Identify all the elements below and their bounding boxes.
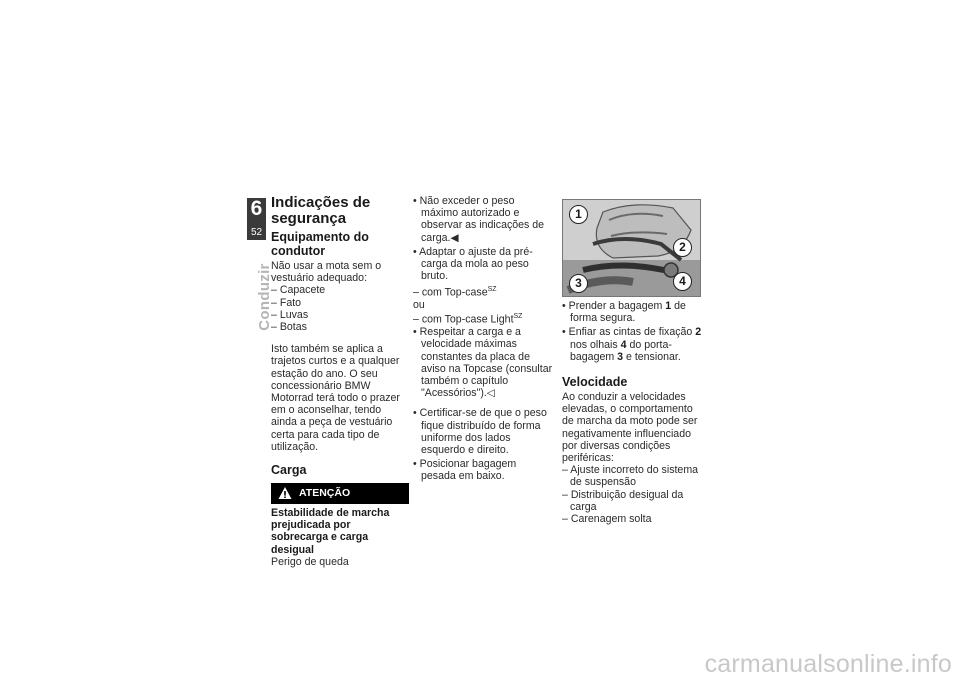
figure-label-1: 1 bbox=[569, 205, 588, 224]
list-item: • Adaptar o ajuste da pré-carga da mola ao peso bruto. bbox=[413, 245, 533, 283]
warning-title: Estabilidade de marcha prejudicada por sobrecarga e carga desigual bbox=[271, 507, 390, 556]
warning-label: ATENÇÃO bbox=[299, 487, 351, 500]
list-item: – Capacete bbox=[271, 284, 326, 297]
velocidade-text: Ao conduzir a velocidades elevadas, o comportamento de marcha da moto pode ser negativamente influenciado por diversas condições periféricas: bbox=[562, 391, 698, 465]
list-item: • Enfiar as cintas de fixação 2 nos olhais 4 do porta-bagagem 3 e tensionar. bbox=[562, 326, 702, 363]
list-item: – Luvas bbox=[271, 308, 309, 321]
figure-label-3: 3 bbox=[569, 274, 588, 293]
chapter-number: 6 bbox=[250, 197, 263, 220]
list-item: • Posicionar bagagem pesada em baixo. bbox=[413, 458, 517, 483]
watermark: carmanualsonline.info bbox=[704, 650, 952, 678]
list-item: • Certificar-se de que o peso fique distribuído de forma uniforme dos lados esquerdo e direito. bbox=[413, 407, 547, 456]
list-item: • Prender a bagagem 1 de forma segura. bbox=[562, 300, 686, 325]
figure-label-4: 4 bbox=[673, 272, 692, 291]
equipment-intro: Não usar a mota sem o vestuário adequado: bbox=[271, 260, 382, 285]
list-item: – Fato bbox=[271, 296, 302, 309]
heading-velocidade: Velocidade bbox=[562, 375, 628, 390]
page-number: 52 bbox=[250, 227, 263, 238]
list-item: – com Top-case$^{SZ}$ bbox=[413, 286, 497, 299]
warning-triangle-icon bbox=[278, 486, 292, 500]
column-3 bbox=[562, 300, 702, 525]
list-item: • Não exceder o peso máximo autorizado e observar as indicações de carga.◀ bbox=[413, 195, 545, 244]
page-title: Indicações de segurança bbox=[271, 194, 371, 227]
heading-equipment: Equipamento do condutor bbox=[271, 230, 369, 258]
list-item: – Carenagem solta bbox=[562, 513, 652, 526]
column-1 bbox=[271, 195, 409, 568]
column-2 bbox=[413, 195, 553, 485]
equipment-note: Isto também se aplica a trajetos curtos e a qualquer estação do ano. O seu concessionário BMW Motorrad terá todo o prazer em o aconselhar, tendo ainda a peça de vestuário certa para cada tipo de utilização. bbox=[271, 343, 400, 453]
or-text: ou bbox=[413, 299, 425, 312]
list-item: – Botas bbox=[271, 321, 307, 334]
luggage-photo bbox=[562, 199, 701, 297]
list-item: – com Top-case Light$^{SZ}$ bbox=[413, 313, 523, 326]
list-item: • Respeitar a carga e a velocidade máximas constantes da placa de aviso na Topcase (consultar também o capítulo "Acessórios").◁ bbox=[413, 326, 553, 400]
heading-carga: Carga bbox=[271, 463, 307, 478]
figure-label-2: 2 bbox=[673, 238, 692, 257]
warning-text: Perigo de queda bbox=[271, 555, 349, 568]
section-side-label: Conduzir bbox=[256, 263, 273, 331]
list-item: – Distribuição desigual da carga bbox=[562, 488, 684, 513]
list-item: – Ajuste incorreto do sistema de suspensão bbox=[562, 464, 699, 489]
warning-banner bbox=[271, 483, 409, 504]
equipment-list bbox=[271, 284, 409, 333]
